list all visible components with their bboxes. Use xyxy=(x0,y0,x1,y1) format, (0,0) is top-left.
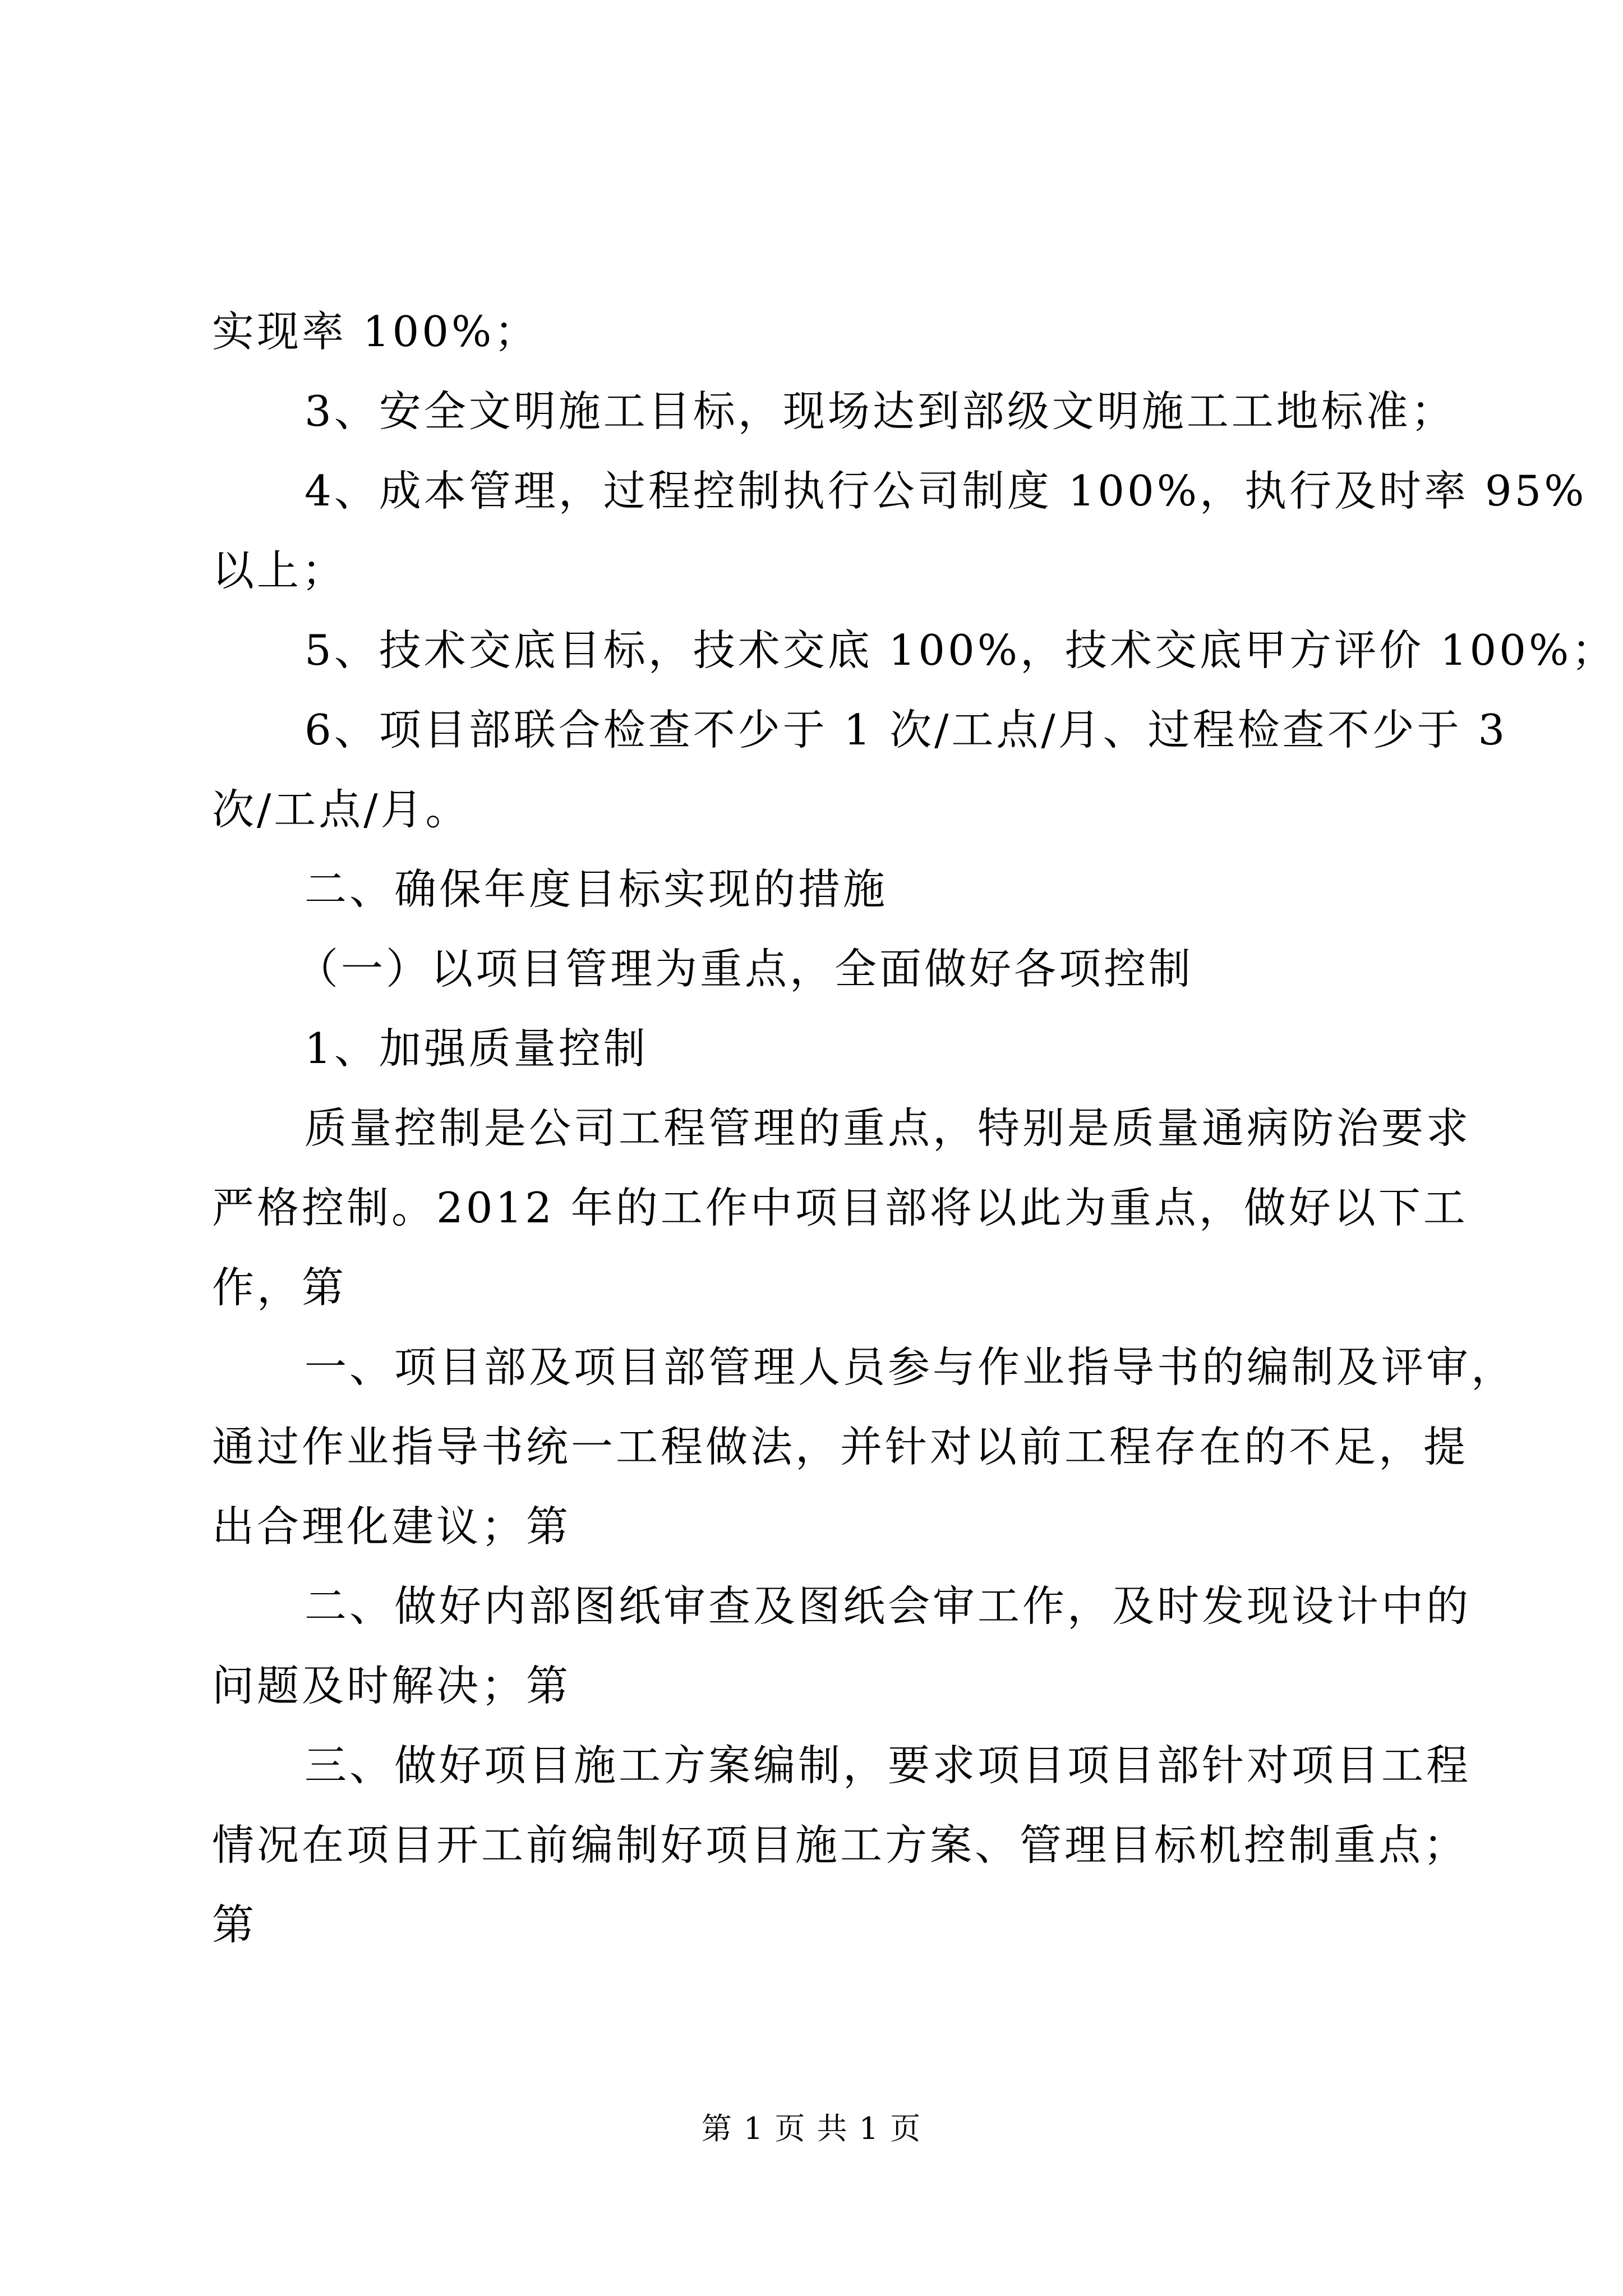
text-line: 4、成本管理，过程控制执行公司制度 100%，执行及时率 95% xyxy=(305,466,1587,516)
text-line: 6、项目部联合检查不少于 1 次/工点/月、过程检查不少于 3 xyxy=(305,705,1508,754)
section-heading: 二、确保年度目标实现的措施 xyxy=(305,864,888,914)
item-heading: 1、加强质量控制 xyxy=(305,1024,648,1073)
text-line: 次/工点/月。 xyxy=(212,785,471,834)
text-line: 二、做好内部图纸审查及图纸会审工作，及时发现设计中的 xyxy=(305,1581,1472,1631)
document-body xyxy=(212,292,1617,1964)
text-line: 实现率 100%； xyxy=(212,307,540,356)
text-line: 5、技术交底目标，技术交底 100%，技术交底甲方评价 100%； xyxy=(305,625,1617,675)
text-line: 质量控制是公司工程管理的重点，特别是质量通病防治要求 xyxy=(305,1103,1472,1153)
text-line: 第 xyxy=(212,1900,257,1949)
page-footer xyxy=(0,2109,1623,2148)
text-line: 三、做好项目施工方案编制，要求项目项目部针对项目工程 xyxy=(305,1741,1472,1790)
text-line: 作，第 xyxy=(212,1263,347,1312)
text-line: 以上； xyxy=(212,546,347,595)
text-line: 一、项目部及项目部管理人员参与作业指导书的编制及评审， xyxy=(305,1342,1516,1392)
text-line: 通过作业指导书统一工程做法，并针对以前工程存在的不足，提 xyxy=(212,1422,1469,1471)
text-line: 问题及时解决；第 xyxy=(212,1661,571,1710)
text-line: 出合理化建议；第 xyxy=(212,1502,571,1551)
text-line: 情况在项目开工前编制好项目施工方案、管理目标机控制重点； xyxy=(212,1820,1469,1870)
subsection-heading: （一）以项目管理为重点，全面做好各项控制 xyxy=(296,944,1194,993)
page-number-label: 第 1 页 共 1 页 xyxy=(701,2111,922,2146)
text-line: 3、安全文明施工目标，现场达到部级文明施工工地标准； xyxy=(305,386,1456,436)
text-line: 严格控制。2012 年的工作中项目部将以此为重点，做好以下工 xyxy=(212,1183,1468,1232)
